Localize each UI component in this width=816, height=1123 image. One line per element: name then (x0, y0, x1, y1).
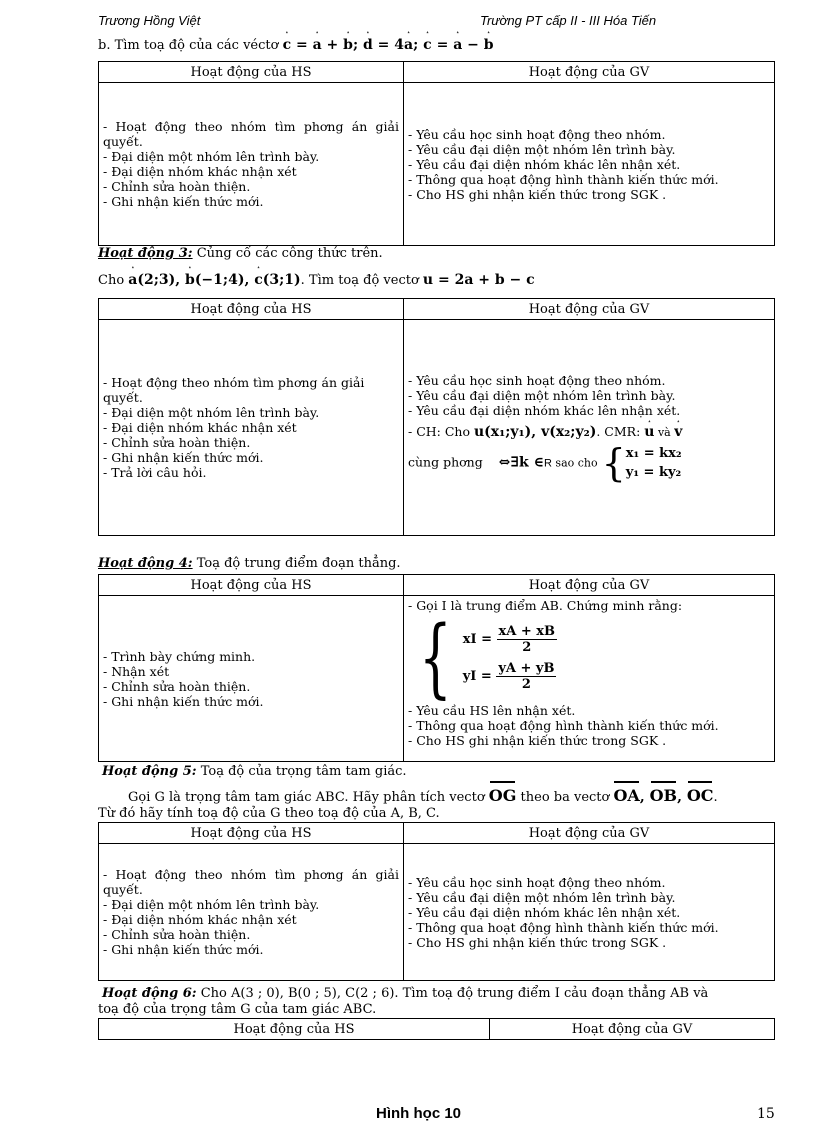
list-item: - Đại diện nhóm khác nhận xét (103, 164, 297, 179)
midpoint-formula: { xI = $\frac{xA + xB}{2}$ yI = $\frac{yA + yB}{2}$ (418, 608, 556, 708)
gv-cell (404, 83, 775, 246)
list-item: - Đại diện một nhóm lên trình bày. (103, 405, 320, 420)
activity-5-title: Toạ độ của trọng tâm tam giác. (196, 764, 407, 779)
activity-table-1 (98, 61, 775, 246)
vector-u-formula: u = 2a + b − c (422, 272, 535, 288)
list-item: - Cho HS ghi nhận kiến thức trong SGK . (408, 934, 667, 950)
gv-cell (404, 596, 775, 762)
col-header-gv: Hoạt động của GV (490, 1019, 775, 1040)
activity-table-2 (98, 298, 775, 536)
list-item: - Yêu cầu đại diện nhóm khác lên nhận xét. (408, 904, 681, 920)
hs-cell (99, 320, 404, 536)
list-item: - Đại diện một nhóm lên trình bày. (103, 897, 320, 912)
activity-6-text-2: toạ độ của trọng tâm G của tam giác ABC. (98, 1002, 377, 1017)
activity-5-text-1: Gọi G là trọng tâm tam giác ABC. Hãy phân tích vectơ OG theo ba vectơ OA, OB, OC. (128, 786, 718, 805)
activity-table-3 (98, 574, 775, 762)
list-item: - Ghi nhận kiến thức mới. (103, 450, 264, 465)
list-item: - Ghi nhận kiến thức mới. (103, 693, 264, 709)
col-header-hs: Hoạt động của HS (99, 1019, 490, 1040)
list-item: - Yêu cầu đại diện một nhóm lên trình bày. (408, 889, 676, 905)
col-header-hs: Hoạt động của HS (99, 62, 404, 83)
activity-4-heading (98, 556, 401, 571)
question-line: - CH: Cho u(x₁;y₁), v(x₂;y₂). CMR: ˔ u và ˔ v (408, 424, 770, 440)
list-item: - Đại diện nhóm khác nhận xét (103, 420, 297, 435)
col-header-hs: Hoạt động của HS (99, 823, 404, 844)
activity-4-title: Toạ độ trung điểm đoạn thẳng. (192, 556, 401, 571)
hs-cell (99, 844, 404, 981)
list-item: - Chỉnh sửa hoàn thiện. (103, 179, 251, 194)
hs-cell (99, 596, 404, 762)
activity-3-heading (98, 246, 383, 261)
list-item: - Yêu cầu học sinh hoạt động theo nhóm. (408, 874, 666, 890)
list-item: - Đại diện một nhóm lên trình bày. (103, 149, 320, 164)
part-b-line (98, 37, 494, 53)
footer-subject: Hình học 10 (376, 1105, 462, 1122)
activity-6-heading (102, 986, 708, 1001)
page-number: 15 (757, 1106, 775, 1122)
activity-6-label: Hoạt động 6: (102, 986, 197, 1001)
header-author: Trương Hồng Việt (98, 13, 201, 28)
activity-3-label: Hoạt động 3: (98, 246, 193, 261)
list-item: - Hoạt động theo nhóm tìm phơng án giải quyết. (103, 119, 399, 149)
list-item: - Yêu cầu đại diện một nhóm lên trình bày. (408, 141, 676, 157)
part-b-formula: ˔ c = ˔ a + ˔ b; ˔ d = 4˔ a; ˔ c = ˔ a − ˔ b (283, 37, 494, 53)
activity-3-title: Củng cố các công thức trên. (192, 246, 383, 261)
col-header-gv: Hoạt động của GV (404, 823, 775, 844)
list-item: - Trả lời câu hỏi. (103, 465, 207, 480)
list-item: - Trình bày chứng minh. (103, 648, 256, 664)
list-item: - Ghi nhận kiến thức mới. (103, 194, 264, 209)
activity-4-label: Hoạt động 4: (98, 556, 193, 571)
list-item: - Yêu cầu học sinh hoạt động theo nhóm. (408, 373, 666, 388)
gv-cell (404, 320, 775, 536)
col-header-hs: Hoạt động của HS (99, 575, 404, 596)
list-item: - Hoạt động theo nhóm tìm phơng án giải quyết. (103, 375, 365, 405)
list-item: - Chỉnh sửa hoàn thiện. (103, 678, 251, 694)
list-item: - Đại diện nhóm khác nhận xét (103, 912, 297, 927)
list-item: - Yêu cầu đại diện một nhóm lên trình bày. (408, 388, 676, 403)
brace-icon: { (601, 441, 626, 485)
brace-icon: { (418, 608, 452, 708)
activity-5-heading (102, 764, 407, 779)
list-item: - Yêu cầu HS lên nhận xét. (408, 703, 576, 718)
col-header-hs: Hoạt động của HS (99, 299, 404, 320)
gv-cell (404, 844, 775, 981)
header-school: Trường PT cấp II - III Hóa Tiến (480, 13, 657, 28)
col-header-gv: Hoạt động của GV (404, 575, 775, 596)
list-item: - Thông qua hoạt động hình thành kiến thức mới. (408, 171, 719, 187)
list-item: - Nhận xét (103, 663, 170, 679)
activity-table-4 (98, 822, 775, 981)
activity-table-5 (98, 1018, 775, 1040)
list-item: - Gọi I là trung điểm AB. Chứng minh rằng: (408, 598, 683, 613)
list-item: - Ghi nhận kiến thức mới. (103, 942, 264, 957)
list-item: - Thông qua hoạt động hình thành kiến thức mới. (408, 919, 719, 935)
list-item: - Thông qua hoạt động hình thành kiến thức mới. (408, 718, 719, 733)
part-b-text: b. Tìm toạ độ của các véctơ (98, 38, 279, 53)
col-header-gv: Hoạt động của GV (404, 62, 775, 83)
list-item: - Hoạt động theo nhóm tìm phơng án giải quyết. (103, 867, 399, 897)
list-item: - Chỉnh sửa hoàn thiện. (103, 435, 251, 450)
list-item: - Yêu cầu học sinh hoạt động theo nhóm. (408, 126, 666, 142)
list-item: - Yêu cầu đại diện nhóm khác lên nhận xét. (408, 156, 681, 172)
list-item: - Cho HS ghi nhận kiến thức trong SGK . (408, 186, 667, 202)
activity-3-problem: Cho ˔ a(2;3), ˔ b(−1;4), ˔ c(3;1). Tìm toạ độ vectơ u = 2a + b − c (98, 272, 535, 288)
collinear-condition: cùng phơng ⇔∃k ∈R sao cho { x₁ = kx₂ y₁ = ky₂ (408, 441, 682, 485)
col-header-gv: Hoạt động của GV (404, 299, 775, 320)
list-item: - Chỉnh sửa hoàn thiện. (103, 927, 251, 942)
activity-5-text-2: Từ đó hãy tính toạ độ của G theo toạ độ của A, B, C. (98, 806, 440, 821)
activity-5-label: Hoạt động 5: (102, 764, 197, 779)
list-item: - Yêu cầu đại diện nhóm khác lên nhận xét. (408, 403, 681, 418)
hs-cell (99, 83, 404, 246)
list-item: - Cho HS ghi nhận kiến thức trong SGK . (408, 733, 667, 748)
activity-6-text-1: Cho A(3 ; 0), B(0 ; 5), C(2 ; 6). Tìm toạ độ trung điểm I cảu đoạn thẳng AB và (196, 986, 709, 1001)
